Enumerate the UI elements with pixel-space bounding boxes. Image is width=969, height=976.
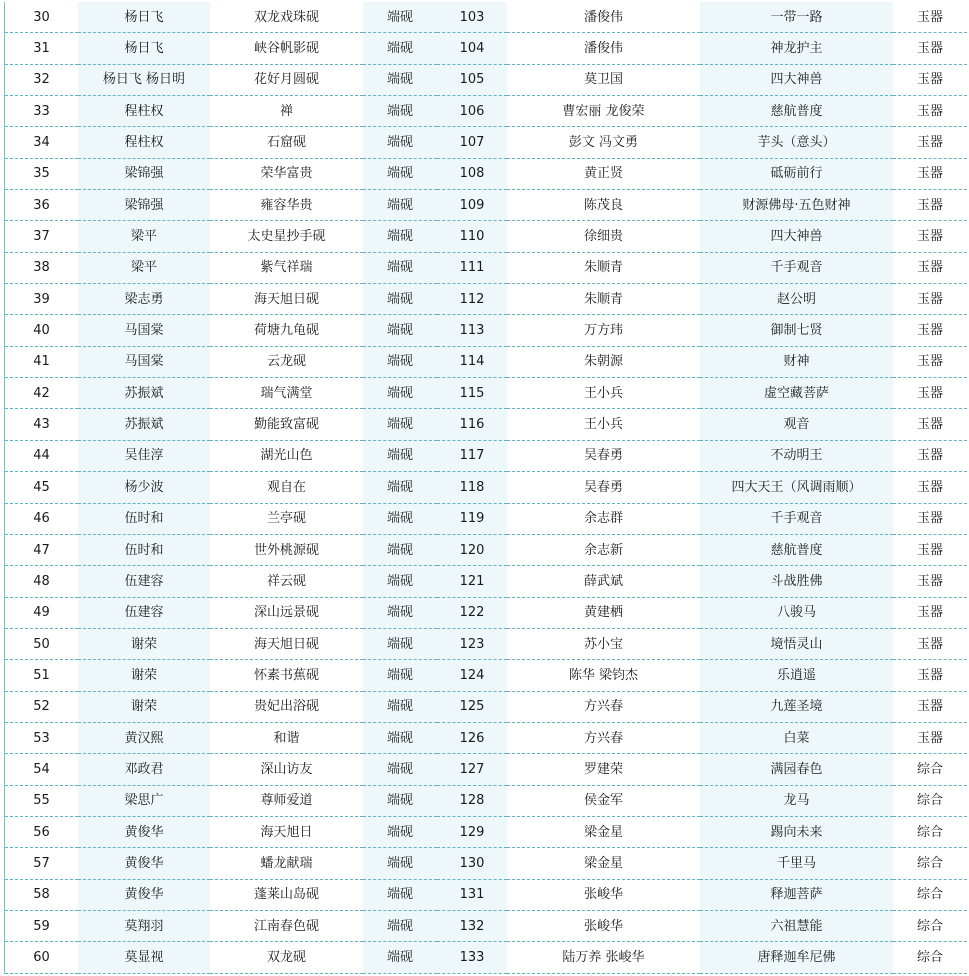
left-author-cell: 邓政君 <box>78 754 210 785</box>
left-no-cell: 58 <box>5 879 78 910</box>
right-no-cell: 110 <box>437 221 507 252</box>
left-title-cell: 峡谷帆影砚 <box>210 33 363 64</box>
right-no-cell: 129 <box>437 816 507 847</box>
right-no-cell: 126 <box>437 722 507 753</box>
table-row <box>5 628 967 659</box>
left-title-cell: 怀素书蕉砚 <box>210 660 363 691</box>
left-category-cell: 端砚 <box>363 440 437 471</box>
left-category-cell: 端砚 <box>363 691 437 722</box>
right-no-cell: 133 <box>437 942 507 973</box>
table-row <box>5 785 967 816</box>
left-author-cell: 程柱权 <box>78 127 210 158</box>
left-no-cell: 55 <box>5 785 78 816</box>
right-title-cell: 千手观音 <box>700 503 893 534</box>
table-row <box>5 848 967 879</box>
right-author-cell: 潘俊伟 <box>507 2 700 33</box>
left-author-cell: 黄俊华 <box>78 879 210 910</box>
table-row <box>5 409 967 440</box>
left-title-cell: 石窟砚 <box>210 127 363 158</box>
right-category-cell: 玉器 <box>893 628 967 659</box>
left-author-cell: 伍时和 <box>78 503 210 534</box>
right-title-cell: 神龙护主 <box>700 33 893 64</box>
right-category-cell: 玉器 <box>893 346 967 377</box>
left-author-cell: 杨日飞 <box>78 2 210 33</box>
left-category-cell: 端砚 <box>363 942 437 973</box>
table-row <box>5 472 967 503</box>
table-row <box>5 910 967 941</box>
left-category-cell: 端砚 <box>363 722 437 753</box>
right-no-cell: 128 <box>437 785 507 816</box>
right-category-cell: 玉器 <box>893 284 967 315</box>
table-row <box>5 597 967 628</box>
left-author-cell: 苏振斌 <box>78 409 210 440</box>
right-title-cell: 芋头（意头） <box>700 127 893 158</box>
right-no-cell: 125 <box>437 691 507 722</box>
left-category-cell: 端砚 <box>363 848 437 879</box>
right-author-cell: 王小兵 <box>507 378 700 409</box>
left-no-cell: 52 <box>5 691 78 722</box>
left-title-cell: 海天旭日 <box>210 816 363 847</box>
left-author-cell: 谢荣 <box>78 660 210 691</box>
right-title-cell: 观音 <box>700 409 893 440</box>
left-category-cell: 端砚 <box>363 158 437 189</box>
right-no-cell: 117 <box>437 440 507 471</box>
right-title-cell: 释迦菩萨 <box>700 879 893 910</box>
right-no-cell: 118 <box>437 472 507 503</box>
artwork-list-table-container <box>4 2 966 974</box>
table-row <box>5 440 967 471</box>
left-category-cell: 端砚 <box>363 346 437 377</box>
left-author-cell: 梁锦强 <box>78 190 210 221</box>
left-title-cell: 海天旭日砚 <box>210 284 363 315</box>
left-category-cell: 端砚 <box>363 910 437 941</box>
right-category-cell: 玉器 <box>893 158 967 189</box>
right-author-cell: 方兴春 <box>507 691 700 722</box>
left-author-cell: 梁锦强 <box>78 158 210 189</box>
right-category-cell: 玉器 <box>893 33 967 64</box>
right-title-cell: 慈航普度 <box>700 534 893 565</box>
right-title-cell: 财神 <box>700 346 893 377</box>
left-category-cell: 端砚 <box>363 660 437 691</box>
left-no-cell: 34 <box>5 127 78 158</box>
right-author-cell: 梁金星 <box>507 848 700 879</box>
right-no-cell: 114 <box>437 346 507 377</box>
table-row <box>5 221 967 252</box>
left-no-cell: 53 <box>5 722 78 753</box>
right-author-cell: 朱顺青 <box>507 252 700 283</box>
table-row <box>5 754 967 785</box>
left-title-cell: 世外桃源砚 <box>210 534 363 565</box>
left-title-cell: 花好月圆砚 <box>210 64 363 95</box>
left-category-cell: 端砚 <box>363 597 437 628</box>
left-category-cell: 端砚 <box>363 284 437 315</box>
right-author-cell: 陆万养 张峻华 <box>507 942 700 973</box>
left-author-cell: 马国棠 <box>78 346 210 377</box>
right-no-cell: 120 <box>437 534 507 565</box>
left-no-cell: 42 <box>5 378 78 409</box>
right-no-cell: 111 <box>437 252 507 283</box>
left-author-cell: 梁平 <box>78 252 210 283</box>
right-category-cell: 玉器 <box>893 64 967 95</box>
left-title-cell: 蓬莱山岛砚 <box>210 879 363 910</box>
left-no-cell: 59 <box>5 910 78 941</box>
right-no-cell: 124 <box>437 660 507 691</box>
right-no-cell: 103 <box>437 2 507 33</box>
right-author-cell: 陈华 梁钧杰 <box>507 660 700 691</box>
left-no-cell: 49 <box>5 597 78 628</box>
right-title-cell: 不动明王 <box>700 440 893 471</box>
table-row <box>5 64 967 95</box>
left-no-cell: 40 <box>5 315 78 346</box>
right-category-cell: 综合 <box>893 848 967 879</box>
right-no-cell: 106 <box>437 96 507 127</box>
left-no-cell: 31 <box>5 33 78 64</box>
left-no-cell: 54 <box>5 754 78 785</box>
table-row <box>5 346 967 377</box>
left-title-cell: 贵妃出浴砚 <box>210 691 363 722</box>
right-category-cell: 玉器 <box>893 378 967 409</box>
left-title-cell: 深山访友 <box>210 754 363 785</box>
table-row <box>5 190 967 221</box>
right-title-cell: 御制七贤 <box>700 315 893 346</box>
right-category-cell: 玉器 <box>893 660 967 691</box>
right-title-cell: 九莲圣境 <box>700 691 893 722</box>
left-author-cell: 马国棠 <box>78 315 210 346</box>
left-author-cell: 莫翔羽 <box>78 910 210 941</box>
left-category-cell: 端砚 <box>363 754 437 785</box>
right-category-cell: 玉器 <box>893 2 967 33</box>
left-category-cell: 端砚 <box>363 33 437 64</box>
right-title-cell: 四大天王（风调雨顺） <box>700 472 893 503</box>
left-no-cell: 43 <box>5 409 78 440</box>
table-row <box>5 879 967 910</box>
right-category-cell: 玉器 <box>893 190 967 221</box>
right-author-cell: 吴春勇 <box>507 440 700 471</box>
left-no-cell: 46 <box>5 503 78 534</box>
right-author-cell: 万方玮 <box>507 315 700 346</box>
table-row <box>5 691 967 722</box>
right-no-cell: 121 <box>437 566 507 597</box>
right-no-cell: 116 <box>437 409 507 440</box>
table-row <box>5 378 967 409</box>
right-no-cell: 127 <box>437 754 507 785</box>
right-author-cell: 朱顺青 <box>507 284 700 315</box>
left-category-cell: 端砚 <box>363 2 437 33</box>
left-title-cell: 太史星抄手砚 <box>210 221 363 252</box>
right-author-cell: 张峻华 <box>507 879 700 910</box>
table-row <box>5 315 967 346</box>
left-author-cell: 伍时和 <box>78 534 210 565</box>
left-title-cell: 紫气祥瑞 <box>210 252 363 283</box>
table-row <box>5 566 967 597</box>
left-author-cell: 杨少波 <box>78 472 210 503</box>
right-author-cell: 苏小宝 <box>507 628 700 659</box>
table-row <box>5 284 967 315</box>
right-author-cell: 莫卫国 <box>507 64 700 95</box>
left-title-cell: 深山远景砚 <box>210 597 363 628</box>
right-category-cell: 综合 <box>893 754 967 785</box>
right-title-cell: 六祖慧能 <box>700 910 893 941</box>
left-category-cell: 端砚 <box>363 96 437 127</box>
right-title-cell: 四大神兽 <box>700 64 893 95</box>
left-category-cell: 端砚 <box>363 472 437 503</box>
left-title-cell: 海天旭日砚 <box>210 628 363 659</box>
left-category-cell: 端砚 <box>363 64 437 95</box>
table-row <box>5 158 967 189</box>
right-title-cell: 财源佛母·五色财神 <box>700 190 893 221</box>
table-row <box>5 722 967 753</box>
left-author-cell: 程柱权 <box>78 96 210 127</box>
left-category-cell: 端砚 <box>363 503 437 534</box>
left-no-cell: 45 <box>5 472 78 503</box>
left-no-cell: 57 <box>5 848 78 879</box>
right-category-cell: 玉器 <box>893 691 967 722</box>
right-title-cell: 赵公明 <box>700 284 893 315</box>
right-title-cell: 虚空藏菩萨 <box>700 378 893 409</box>
left-no-cell: 37 <box>5 221 78 252</box>
right-title-cell: 踢向未来 <box>700 816 893 847</box>
artwork-list-table <box>5 2 967 974</box>
left-title-cell: 江南春色砚 <box>210 910 363 941</box>
left-author-cell: 杨日飞 杨日明 <box>78 64 210 95</box>
right-author-cell: 侯金军 <box>507 785 700 816</box>
right-no-cell: 131 <box>437 879 507 910</box>
right-author-cell: 方兴春 <box>507 722 700 753</box>
left-author-cell: 黄俊华 <box>78 848 210 879</box>
left-author-cell: 梁平 <box>78 221 210 252</box>
right-author-cell: 陈茂良 <box>507 190 700 221</box>
right-author-cell: 余志新 <box>507 534 700 565</box>
right-no-cell: 123 <box>437 628 507 659</box>
left-no-cell: 35 <box>5 158 78 189</box>
right-author-cell: 薛武斌 <box>507 566 700 597</box>
left-no-cell: 44 <box>5 440 78 471</box>
left-author-cell: 黄汉熙 <box>78 722 210 753</box>
right-category-cell: 玉器 <box>893 221 967 252</box>
left-title-cell: 尊师爱道 <box>210 785 363 816</box>
left-title-cell: 和谐 <box>210 722 363 753</box>
left-author-cell: 梁思广 <box>78 785 210 816</box>
right-category-cell: 综合 <box>893 785 967 816</box>
right-no-cell: 109 <box>437 190 507 221</box>
left-author-cell: 吴佳淳 <box>78 440 210 471</box>
left-no-cell: 32 <box>5 64 78 95</box>
right-no-cell: 119 <box>437 503 507 534</box>
right-no-cell: 122 <box>437 597 507 628</box>
left-no-cell: 56 <box>5 816 78 847</box>
right-author-cell: 朱朝源 <box>507 346 700 377</box>
right-category-cell: 玉器 <box>893 597 967 628</box>
left-category-cell: 端砚 <box>363 785 437 816</box>
left-category-cell: 端砚 <box>363 221 437 252</box>
right-author-cell: 余志群 <box>507 503 700 534</box>
right-category-cell: 玉器 <box>893 315 967 346</box>
left-title-cell: 荷塘九龟砚 <box>210 315 363 346</box>
right-author-cell: 曹宏丽 龙俊荣 <box>507 96 700 127</box>
right-no-cell: 105 <box>437 64 507 95</box>
right-title-cell: 千手观音 <box>700 252 893 283</box>
right-author-cell: 潘俊伟 <box>507 33 700 64</box>
left-no-cell: 38 <box>5 252 78 283</box>
right-no-cell: 113 <box>437 315 507 346</box>
left-title-cell: 蟠龙献瑞 <box>210 848 363 879</box>
table-row <box>5 942 967 973</box>
left-category-cell: 端砚 <box>363 534 437 565</box>
left-title-cell: 荣华富贵 <box>210 158 363 189</box>
right-no-cell: 130 <box>437 848 507 879</box>
left-title-cell: 禅 <box>210 96 363 127</box>
right-title-cell: 境悟灵山 <box>700 628 893 659</box>
right-title-cell: 唐释迦牟尼佛 <box>700 942 893 973</box>
left-category-cell: 端砚 <box>363 566 437 597</box>
right-category-cell: 玉器 <box>893 96 967 127</box>
left-category-cell: 端砚 <box>363 378 437 409</box>
right-author-cell: 梁金星 <box>507 816 700 847</box>
right-category-cell: 综合 <box>893 910 967 941</box>
left-category-cell: 端砚 <box>363 879 437 910</box>
left-category-cell: 端砚 <box>363 252 437 283</box>
left-title-cell: 瑞气满堂 <box>210 378 363 409</box>
right-title-cell: 满园春色 <box>700 754 893 785</box>
table-row <box>5 2 967 33</box>
left-no-cell: 60 <box>5 942 78 973</box>
right-author-cell: 徐细贵 <box>507 221 700 252</box>
right-no-cell: 107 <box>437 127 507 158</box>
table-row <box>5 127 967 158</box>
left-author-cell: 梁志勇 <box>78 284 210 315</box>
left-no-cell: 33 <box>5 96 78 127</box>
right-category-cell: 玉器 <box>893 503 967 534</box>
left-author-cell: 黄俊华 <box>78 816 210 847</box>
right-category-cell: 玉器 <box>893 252 967 283</box>
right-category-cell: 玉器 <box>893 127 967 158</box>
right-title-cell: 慈航普度 <box>700 96 893 127</box>
left-title-cell: 观自在 <box>210 472 363 503</box>
right-title-cell: 龙马 <box>700 785 893 816</box>
right-title-cell: 千里马 <box>700 848 893 879</box>
table-row <box>5 252 967 283</box>
right-category-cell: 玉器 <box>893 722 967 753</box>
right-title-cell: 砥砺前行 <box>700 158 893 189</box>
left-title-cell: 湖光山色 <box>210 440 363 471</box>
table-row <box>5 33 967 64</box>
right-no-cell: 112 <box>437 284 507 315</box>
right-category-cell: 玉器 <box>893 472 967 503</box>
left-title-cell: 双龙砚 <box>210 942 363 973</box>
left-category-cell: 端砚 <box>363 816 437 847</box>
left-title-cell: 祥云砚 <box>210 566 363 597</box>
left-no-cell: 41 <box>5 346 78 377</box>
left-author-cell: 伍建容 <box>78 566 210 597</box>
right-category-cell: 玉器 <box>893 440 967 471</box>
right-author-cell: 王小兵 <box>507 409 700 440</box>
left-category-cell: 端砚 <box>363 190 437 221</box>
right-author-cell: 罗建荣 <box>507 754 700 785</box>
left-category-cell: 端砚 <box>363 315 437 346</box>
table-row <box>5 534 967 565</box>
left-author-cell: 苏振斌 <box>78 378 210 409</box>
left-no-cell: 30 <box>5 2 78 33</box>
right-author-cell: 彭文 冯文勇 <box>507 127 700 158</box>
left-no-cell: 50 <box>5 628 78 659</box>
right-category-cell: 玉器 <box>893 409 967 440</box>
left-no-cell: 47 <box>5 534 78 565</box>
right-title-cell: 斗战胜佛 <box>700 566 893 597</box>
right-title-cell: 白菜 <box>700 722 893 753</box>
table-row <box>5 503 967 534</box>
right-title-cell: 乐逍遥 <box>700 660 893 691</box>
right-no-cell: 115 <box>437 378 507 409</box>
right-author-cell: 黄建栖 <box>507 597 700 628</box>
table-body <box>5 2 967 973</box>
left-category-cell: 端砚 <box>363 409 437 440</box>
right-author-cell: 黄正贤 <box>507 158 700 189</box>
right-no-cell: 108 <box>437 158 507 189</box>
right-title-cell: 八骏马 <box>700 597 893 628</box>
table-row <box>5 96 967 127</box>
right-category-cell: 综合 <box>893 816 967 847</box>
right-no-cell: 132 <box>437 910 507 941</box>
left-author-cell: 伍建容 <box>78 597 210 628</box>
left-title-cell: 勤能致富砚 <box>210 409 363 440</box>
right-category-cell: 玉器 <box>893 566 967 597</box>
left-author-cell: 谢荣 <box>78 628 210 659</box>
table-row <box>5 816 967 847</box>
left-no-cell: 36 <box>5 190 78 221</box>
left-no-cell: 39 <box>5 284 78 315</box>
right-category-cell: 玉器 <box>893 534 967 565</box>
left-title-cell: 兰亭砚 <box>210 503 363 534</box>
left-no-cell: 48 <box>5 566 78 597</box>
left-title-cell: 云龙砚 <box>210 346 363 377</box>
left-title-cell: 双龙戏珠砚 <box>210 2 363 33</box>
table-row <box>5 660 967 691</box>
right-title-cell: 一带一路 <box>700 2 893 33</box>
right-title-cell: 四大神兽 <box>700 221 893 252</box>
right-category-cell: 综合 <box>893 942 967 973</box>
left-category-cell: 端砚 <box>363 628 437 659</box>
right-author-cell: 吴春勇 <box>507 472 700 503</box>
left-title-cell: 雍容华贵 <box>210 190 363 221</box>
right-no-cell: 104 <box>437 33 507 64</box>
left-author-cell: 谢荣 <box>78 691 210 722</box>
right-category-cell: 综合 <box>893 879 967 910</box>
right-author-cell: 张峻华 <box>507 910 700 941</box>
left-no-cell: 51 <box>5 660 78 691</box>
left-author-cell: 杨日飞 <box>78 33 210 64</box>
left-author-cell: 莫显视 <box>78 942 210 973</box>
left-category-cell: 端砚 <box>363 127 437 158</box>
